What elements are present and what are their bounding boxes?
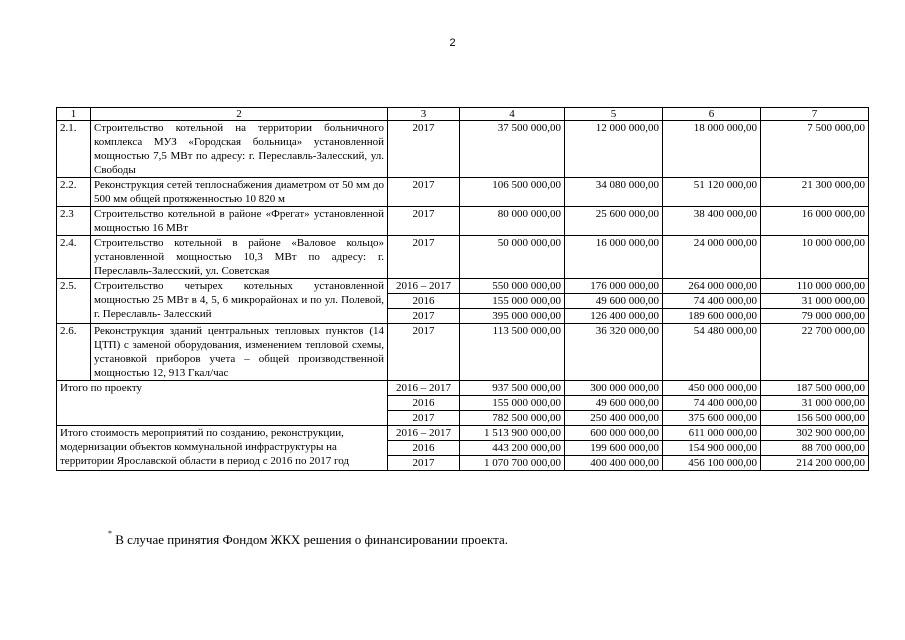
table-row bbox=[57, 178, 869, 207]
column-header: 1 bbox=[57, 108, 91, 121]
amount-cell: 18 000 000,00 bbox=[663, 121, 761, 178]
column-header: 7 bbox=[761, 108, 869, 121]
amount-cell: 199 600 000,00 bbox=[565, 441, 663, 456]
amount-cell: 106 500 000,00 bbox=[460, 178, 565, 207]
amount-cell: 450 000 000,00 bbox=[663, 381, 761, 396]
amount-cell: 10 000 000,00 bbox=[761, 236, 869, 279]
amount-cell: 12 000 000,00 bbox=[565, 121, 663, 178]
amount-cell: 550 000 000,00 bbox=[460, 279, 565, 294]
item-description: Строительство котельной в районе «Валовое кольцо» установленной мощностью 10,3 МВт по адресу: г. Переславль-Залесский, ул. Советская bbox=[91, 236, 388, 279]
year-cell: 2017 bbox=[388, 411, 460, 426]
year-cell: 2016 bbox=[388, 396, 460, 411]
amount-cell: 38 400 000,00 bbox=[663, 207, 761, 236]
amount-cell: 110 000 000,00 bbox=[761, 279, 869, 294]
item-description: Реконструкция зданий центральных тепловых пунктов (14 ЦТП) с заменой оборудования, изменением тепловой схемы, установкой приборов учета – общей производственной мощностью 12, 913 Гкал/час bbox=[91, 324, 388, 381]
column-header: 4 bbox=[460, 108, 565, 121]
amount-cell: 49 600 000,00 bbox=[565, 396, 663, 411]
amount-cell: 189 600 000,00 bbox=[663, 309, 761, 324]
year-cell: 2016 – 2017 bbox=[388, 426, 460, 441]
amount-cell: 88 700 000,00 bbox=[761, 441, 869, 456]
amount-cell: 31 000 000,00 bbox=[761, 294, 869, 309]
amount-cell: 400 400 000,00 bbox=[565, 456, 663, 471]
header-row bbox=[57, 108, 869, 121]
column-header: 5 bbox=[565, 108, 663, 121]
item-number: 2.6. bbox=[57, 324, 91, 381]
page-number: 2 bbox=[449, 37, 456, 49]
table-row bbox=[57, 279, 869, 294]
amount-cell: 16 000 000,00 bbox=[761, 207, 869, 236]
amount-cell: 1 070 700 000,00 bbox=[460, 456, 565, 471]
amount-cell: 155 000 000,00 bbox=[460, 294, 565, 309]
year-cell: 2016 – 2017 bbox=[388, 279, 460, 294]
total-all-label: Итого стоимость мероприятий по созданию, реконструкции, модернизации объектов коммунальной инфраструктуры на территории Ярославской области в период с 2016 по 2017 год bbox=[57, 426, 388, 471]
year-cell: 2016 – 2017 bbox=[388, 381, 460, 396]
amount-cell: 176 000 000,00 bbox=[565, 279, 663, 294]
total-row bbox=[57, 426, 869, 441]
footnote bbox=[108, 529, 508, 548]
footnote-text: В случае принятия Фондом ЖКХ решения о финансировании проекта. bbox=[112, 532, 508, 547]
item-number: 2.5. bbox=[57, 279, 91, 324]
amount-cell: 80 000 000,00 bbox=[460, 207, 565, 236]
item-number: 2.3 bbox=[57, 207, 91, 236]
amount-cell: 154 900 000,00 bbox=[663, 441, 761, 456]
amount-cell: 456 100 000,00 bbox=[663, 456, 761, 471]
amount-cell: 24 000 000,00 bbox=[663, 236, 761, 279]
amount-cell: 22 700 000,00 bbox=[761, 324, 869, 381]
amount-cell: 250 400 000,00 bbox=[565, 411, 663, 426]
amount-cell: 37 500 000,00 bbox=[460, 121, 565, 178]
table-row bbox=[57, 324, 869, 381]
year-cell: 2016 bbox=[388, 441, 460, 456]
amount-cell: 155 000 000,00 bbox=[460, 396, 565, 411]
table-row bbox=[57, 121, 869, 178]
column-header: 6 bbox=[663, 108, 761, 121]
column-header: 3 bbox=[388, 108, 460, 121]
amount-cell: 264 000 000,00 bbox=[663, 279, 761, 294]
year-cell: 2016 bbox=[388, 294, 460, 309]
amount-cell: 126 400 000,00 bbox=[565, 309, 663, 324]
amount-cell: 16 000 000,00 bbox=[565, 236, 663, 279]
amount-cell: 302 900 000,00 bbox=[761, 426, 869, 441]
amount-cell: 1 513 900 000,00 bbox=[460, 426, 565, 441]
total-row bbox=[57, 381, 869, 396]
item-description: Строительство котельной на территории больничного комплекса МУЗ «Городская больница» установленной мощностью 7,5 МВт по адресу: г. Переславль-Залесский, ул. Свободы bbox=[91, 121, 388, 178]
amount-cell: 300 000 000,00 bbox=[565, 381, 663, 396]
table-row bbox=[57, 207, 869, 236]
amount-cell: 214 200 000,00 bbox=[761, 456, 869, 471]
amount-cell: 782 500 000,00 bbox=[460, 411, 565, 426]
item-number: 2.4. bbox=[57, 236, 91, 279]
year-cell: 2017 bbox=[388, 178, 460, 207]
amount-cell: 25 600 000,00 bbox=[565, 207, 663, 236]
amount-cell: 7 500 000,00 bbox=[761, 121, 869, 178]
item-description: Реконструкция сетей теплоснабжения диаметром от 50 мм до 500 мм общей протяженностью 10 820 м bbox=[91, 178, 388, 207]
budget-table bbox=[56, 107, 869, 471]
amount-cell: 49 600 000,00 bbox=[565, 294, 663, 309]
amount-cell: 50 000 000,00 bbox=[460, 236, 565, 279]
amount-cell: 937 500 000,00 bbox=[460, 381, 565, 396]
item-number: 2.1. bbox=[57, 121, 91, 178]
amount-cell: 611 000 000,00 bbox=[663, 426, 761, 441]
amount-cell: 443 200 000,00 bbox=[460, 441, 565, 456]
amount-cell: 375 600 000,00 bbox=[663, 411, 761, 426]
item-number: 2.2. bbox=[57, 178, 91, 207]
amount-cell: 31 000 000,00 bbox=[761, 396, 869, 411]
year-cell: 2017 bbox=[388, 207, 460, 236]
year-cell: 2017 bbox=[388, 121, 460, 178]
table-row bbox=[57, 236, 869, 279]
column-header: 2 bbox=[91, 108, 388, 121]
amount-cell: 51 120 000,00 bbox=[663, 178, 761, 207]
amount-cell: 79 000 000,00 bbox=[761, 309, 869, 324]
amount-cell: 113 500 000,00 bbox=[460, 324, 565, 381]
amount-cell: 600 000 000,00 bbox=[565, 426, 663, 441]
amount-cell: 187 500 000,00 bbox=[761, 381, 869, 396]
year-cell: 2017 bbox=[388, 309, 460, 324]
year-cell: 2017 bbox=[388, 456, 460, 471]
amount-cell: 74 400 000,00 bbox=[663, 396, 761, 411]
year-cell: 2017 bbox=[388, 236, 460, 279]
footnote-mark: * bbox=[108, 529, 112, 538]
amount-cell: 54 480 000,00 bbox=[663, 324, 761, 381]
amount-cell: 36 320 000,00 bbox=[565, 324, 663, 381]
item-description: Строительство четырех котельных установленной мощностью 25 МВт в 4, 5, 6 микрорайонах и по ул. Полевой, г. Переславль- Залесский bbox=[91, 279, 388, 324]
amount-cell: 34 080 000,00 bbox=[565, 178, 663, 207]
amount-cell: 156 500 000,00 bbox=[761, 411, 869, 426]
amount-cell: 74 400 000,00 bbox=[663, 294, 761, 309]
total-project-label: Итого по проекту bbox=[57, 381, 388, 426]
amount-cell: 395 000 000,00 bbox=[460, 309, 565, 324]
year-cell: 2017 bbox=[388, 324, 460, 381]
item-description: Строительство котельной в районе «Фрегат» установленной мощностью 16 МВт bbox=[91, 207, 388, 236]
amount-cell: 21 300 000,00 bbox=[761, 178, 869, 207]
